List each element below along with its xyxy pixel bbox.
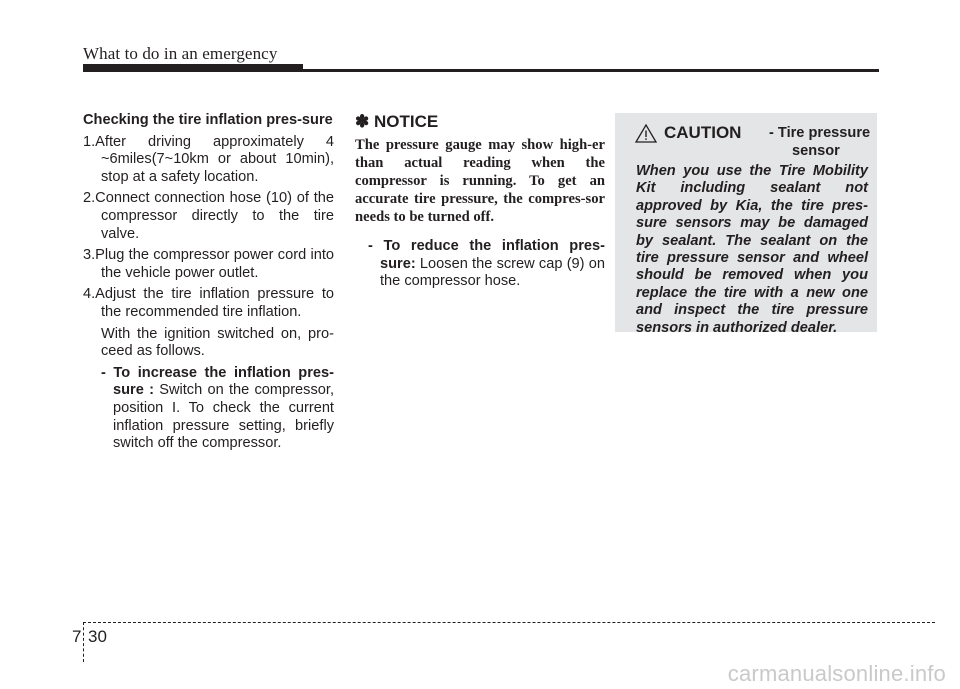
- footer-rule: [83, 622, 935, 623]
- step-1: 1.After driving approximately 4 ~6miles(7~10km or about 10min), stop at a safety location.: [83, 133, 334, 185]
- notice-body: The pressure gauge may show high-er than actual reading when the compressor is running. To get an accurate tire pressure, the compres-sor needs to be turned off.: [355, 137, 605, 225]
- watermark: carmanualsonline.info: [727, 661, 946, 686]
- section-heading: Checking the tire inflation pres-sure: [83, 112, 333, 128]
- reduce-pressure-label: - To reduce the inflation pres-sure:: [368, 238, 605, 272]
- ignition-paragraph: With the ignition switched on, pro-ceed as follows.: [101, 325, 334, 360]
- step-2: 2.Connect connection hose (10) of the compressor directly to the tire valve.: [83, 190, 334, 242]
- reduce-pressure-text: Loosen the screw cap (9) on the compressor hose.: [380, 255, 605, 290]
- page-header-title: What to do in an emergency: [83, 44, 278, 63]
- caution-subject-cont: sensor: [792, 143, 840, 159]
- caution-text: When you use the Tire Mobility Kit including sealant not approved by Kia, the tire pres-sure sensors may be damaged by sealant. The sealant on the tire pressure sensor and wheel should be removed when you replace the tire with a new one and inspect the tire pressure sensors in authorized dealer.: [636, 163, 868, 336]
- caution-box: [615, 113, 877, 336]
- caution-label: CAUTION: [664, 123, 742, 142]
- caution-subject: - Tire pressure: [769, 125, 871, 141]
- chapter-number: 7: [72, 627, 82, 646]
- step-4: 4.Adjust the tire inflation pressure to the recommended tire inflation.: [83, 286, 334, 320]
- header-rule: [83, 69, 879, 72]
- reduce-pressure-item: [355, 238, 605, 291]
- increase-pressure-text: Switch on the compressor, position I. To check the current inflation pressure setting, briefly switch off the compressor.: [113, 382, 334, 452]
- notice-title: ✽ NOTICE: [355, 112, 439, 131]
- page-number: 30: [88, 627, 107, 646]
- increase-pressure-label: - To increase the inflation pres-sure :: [101, 364, 334, 399]
- notice-column: [355, 112, 605, 291]
- left-column: [83, 112, 334, 453]
- warning-triangle-icon: [635, 124, 657, 143]
- increase-pressure-item: [83, 365, 334, 453]
- footer-divider: [83, 622, 84, 662]
- step-3: 3.Plug the compressor power cord into the vehicle power outlet.: [83, 247, 334, 281]
